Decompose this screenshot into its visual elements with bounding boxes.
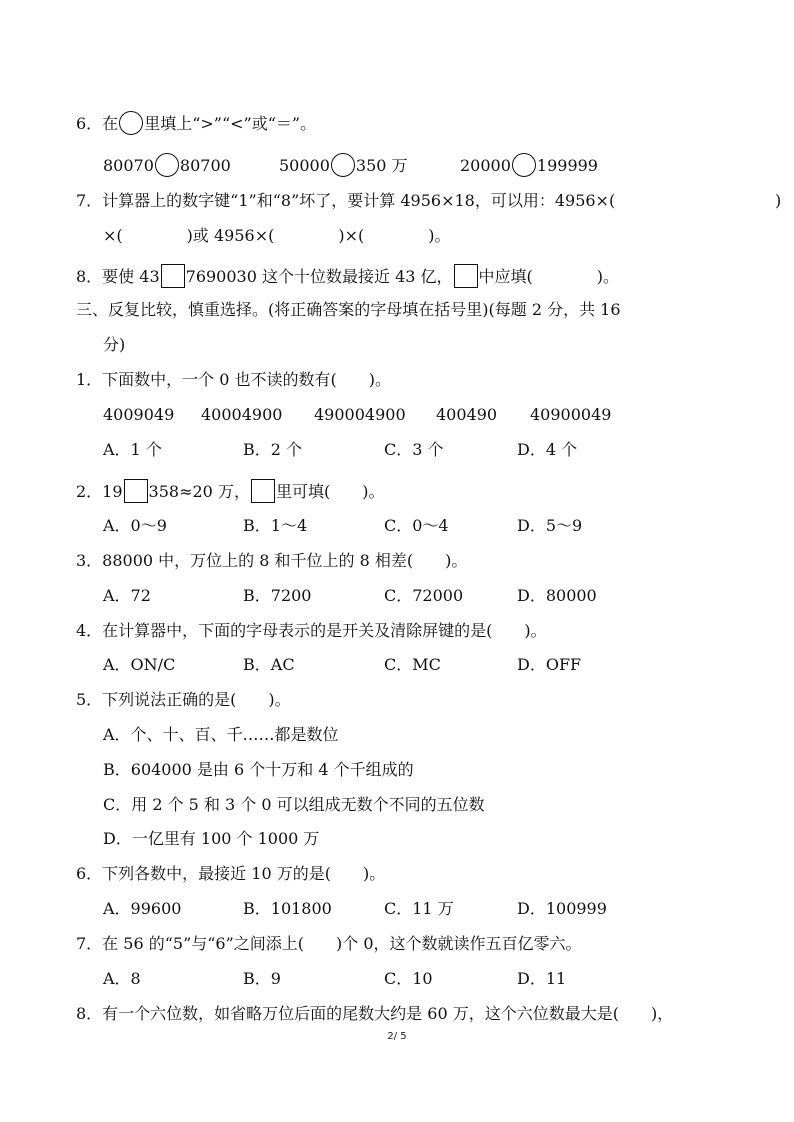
option-b[interactable]: B．9 [243, 969, 281, 988]
choice-q4: 4．在计算器中，下面的字母表示的是开关及清除屏键的是( )。 [76, 621, 547, 640]
choice-q8: 8．有一个六位数，如省略万位后面的尾数大约是 60 万，这个六位数最大是( )， [76, 1004, 674, 1023]
fill-q8: 8．要使 43 7690030 这个十位数最接近 43 亿， 中应填( )。 [76, 264, 619, 286]
choice-q1-options [103, 439, 663, 461]
choice-q1-numbers [103, 404, 663, 426]
option-c[interactable]: C．11 万 [384, 899, 454, 918]
option-d[interactable]: D．80000 [517, 586, 597, 605]
number-item: 400490 [436, 405, 498, 424]
choice-q5: 5．下列说法正确的是( )。 [76, 690, 291, 709]
option-d[interactable]: D．11 [517, 969, 567, 988]
compare-item-2: 50000 350 万 [279, 153, 408, 177]
choice-q6-options [103, 898, 663, 920]
option-a[interactable]: A．个、十、百、千……都是数位 [103, 725, 339, 744]
comparison-circle-icon[interactable] [331, 153, 355, 177]
choice-q7: 7．在 56 的“5”与“6”之间添上( )个 0，这个数就读作五百亿零六。 [76, 934, 582, 953]
number-item: 40004900 [201, 405, 283, 424]
compare-item-1: 80070 80700 [103, 153, 231, 177]
option-b[interactable]: B．101800 [243, 899, 332, 918]
option-b[interactable]: B．AC [243, 655, 295, 674]
compare-item-3: 20000 199999 [460, 153, 598, 177]
comparison-circle-icon[interactable] [512, 153, 536, 177]
fill-q6-prompt: 6．在 里填上“>”“<”或“＝”。 [76, 111, 316, 133]
option-c[interactable]: C．10 [384, 969, 433, 988]
option-a[interactable]: A．ON/C [103, 655, 176, 674]
fill-q7-line1: 7．计算器上的数字键“1”和“8”坏了，要计算 4956×18，可以用：4956×( [76, 191, 616, 210]
section-title: 三、反复比较，慎重选择。(将正确答案的字母填在括号里)(每题 2 分，共 16 [76, 300, 621, 319]
option-a[interactable]: A．99600 [103, 899, 182, 918]
choice-q3: 3．88000 中，万位上的 8 和千位上的 8 相差( )。 [76, 551, 468, 570]
number-item: 490004900 [314, 405, 406, 424]
page-number: 2/ 5 [387, 1031, 407, 1042]
option-c[interactable]: C．3 个 [384, 440, 444, 459]
option-d[interactable]: D．4 个 [517, 440, 578, 459]
option-a[interactable]: A．1 个 [103, 440, 162, 459]
option-a[interactable]: A．8 [103, 969, 141, 988]
option-a[interactable]: A．0～9 [103, 516, 167, 535]
fill-q7-line1-end: ) [775, 191, 782, 210]
choice-q7-options [103, 968, 663, 990]
choice-q1: 1．下面数中，一个 0 也不读的数有( )。 [76, 370, 392, 389]
digit-box-icon[interactable] [161, 264, 185, 288]
option-a[interactable]: A．72 [103, 586, 151, 605]
comparison-circle-icon [119, 111, 143, 135]
option-c[interactable]: C．0～4 [384, 516, 449, 535]
choice-q2-options [103, 515, 663, 537]
comparison-circle-icon[interactable] [155, 153, 179, 177]
option-c[interactable]: C．72000 [384, 586, 464, 605]
choice-q6: 6．下列各数中，最接近 10 万的是( )。 [76, 864, 386, 883]
option-c[interactable]: C．用 2 个 5 和 3 个 0 可以组成无数个不同的五位数 [103, 795, 485, 814]
option-d[interactable]: D．一亿里有 100 个 1000 万 [103, 829, 320, 848]
choice-q3-options [103, 585, 663, 607]
option-b[interactable]: B．7200 [243, 586, 312, 605]
section-title-cont: 分) [103, 335, 126, 354]
digit-box-icon [251, 479, 275, 503]
option-d[interactable]: D．OFF [517, 655, 582, 674]
fill-q7-line2: ×( )或 4956×( )×( )。 [103, 226, 451, 245]
choice-q4-options [103, 654, 663, 676]
choice-q2: 2．19 358≈20 万， 里可填( )。 [76, 479, 384, 501]
number-item: 40900049 [530, 405, 612, 424]
option-d[interactable]: D．5～9 [517, 516, 583, 535]
fill-q6-items [103, 153, 723, 175]
option-b[interactable]: B．604000 是由 6 个十万和 4 个千组成的 [103, 760, 414, 779]
digit-box-icon [454, 264, 478, 288]
option-b[interactable]: B．2 个 [243, 440, 303, 459]
option-c[interactable]: C．MC [384, 655, 441, 674]
digit-box-icon[interactable] [124, 479, 148, 503]
option-b[interactable]: B．1～4 [243, 516, 308, 535]
option-d[interactable]: D．100999 [517, 899, 607, 918]
number-item: 4009049 [103, 405, 175, 424]
